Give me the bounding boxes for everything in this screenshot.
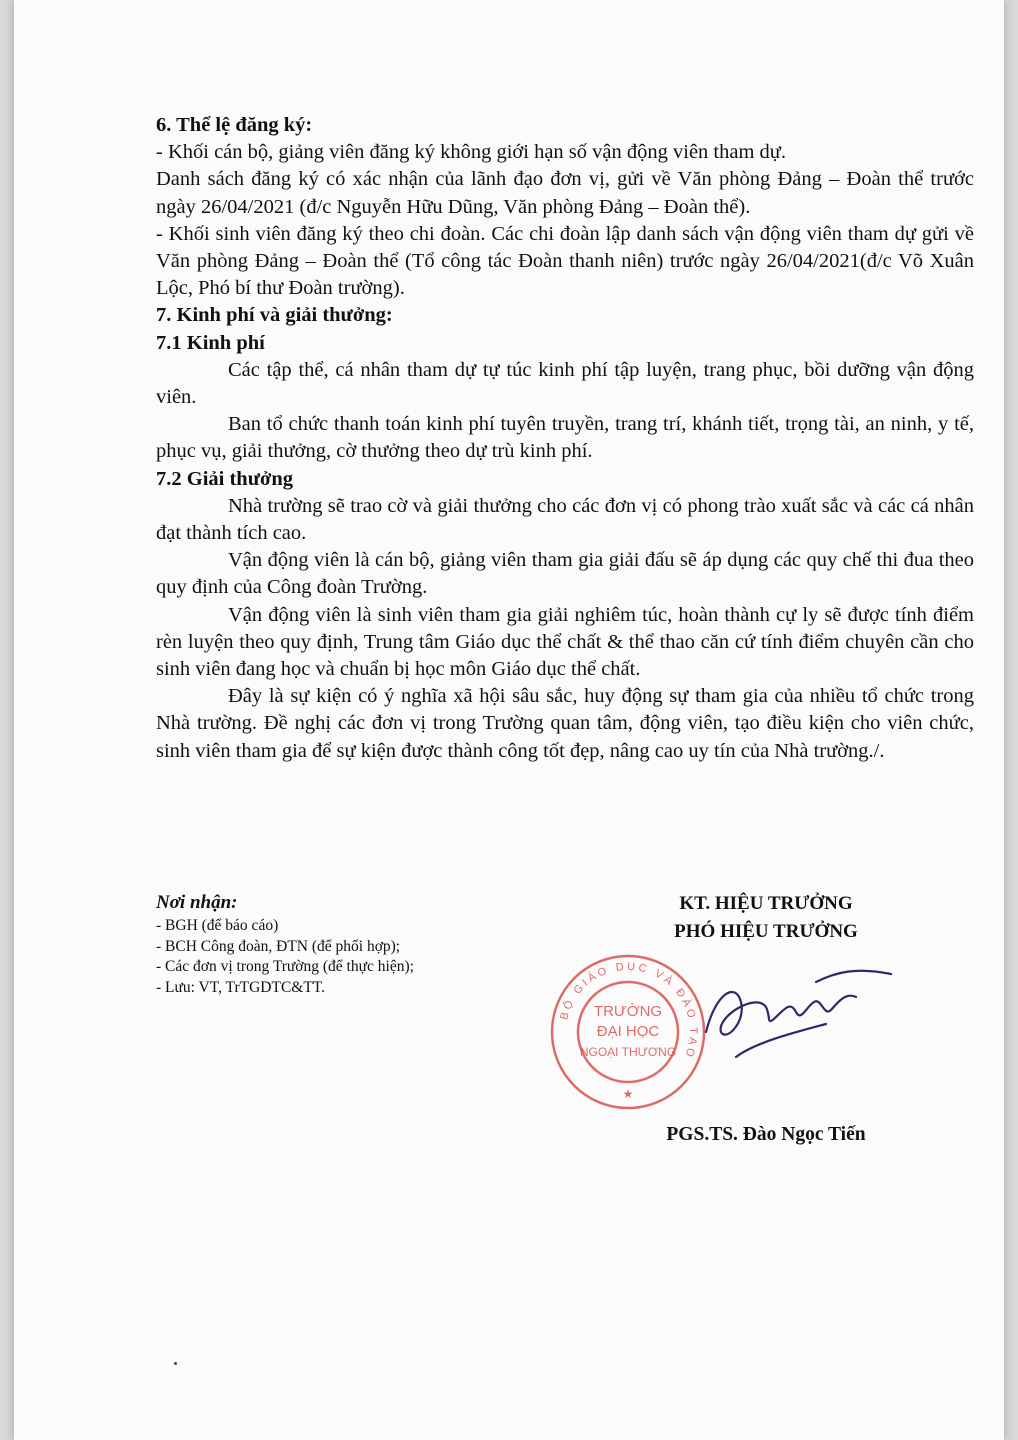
signature-title-block	[596, 890, 936, 946]
section-7-2-paragraph-1: Nhà trường sẽ trao cờ và giải thưởng cho các đơn vị có phong trào xuất sắc và các cá nhân đạt thành tích cao.	[156, 494, 974, 545]
recipient-item: - BGH (để báo cáo)	[156, 917, 279, 934]
document-page	[14, 0, 1004, 1440]
section-7-1-paragraph-2: Ban tổ chức thanh toán kinh phí tuyên truyền, trang trí, khánh tiết, trọng tài, an ninh, y tế, phục vụ, giải thưởng, cờ thưởng theo dự trù kinh phí.	[156, 413, 974, 463]
page-mark	[174, 1362, 177, 1365]
recipient-item: - Các đơn vị trong Trường (để thực hiện);	[156, 958, 414, 975]
section-7-heading: 7. Kinh phí và giải thưởng:	[156, 304, 393, 327]
document-body	[156, 112, 974, 765]
section-6-item-2: - Khối sinh viên đăng ký theo chi đoàn. Các chi đoàn lập danh sách vận động viên tham dự gửi về Văn phòng Đảng – Đoàn thể (Tổ công tác Đoàn thanh niên) trước ngày 26/04/2021(đ/c Võ Xuân Lộc, Phó bí thư Đoàn trường).	[156, 222, 974, 300]
svg-text:ĐẠI HỌC: ĐẠI HỌC	[596, 1023, 660, 1040]
recipient-item: - BCH Công đoàn, ĐTN (để phối hợp);	[156, 937, 401, 955]
section-7-2-heading: 7.2 Giải thưởng	[156, 467, 293, 490]
section-6-heading: 6. Thể lệ đăng ký:	[156, 114, 313, 136]
svg-text:★: ★	[622, 1087, 634, 1101]
recipient-item: - Lưu: VT, TrTGDTC&TT.	[156, 978, 326, 996]
recipients-title: Nơi nhận:	[156, 892, 238, 913]
signature-title-line-2: PHÓ HIỆU TRƯỞNG	[674, 921, 858, 942]
section-6-item-1-line-1: - Khối cán bộ, giảng viên đăng ký không giới hạn số vận động viên tham dự.	[156, 141, 787, 164]
svg-text:BỘ GIÁO DỤC VÀ ĐÀO TẠO: BỘ GIÁO DỤC VÀ ĐÀO TẠO	[558, 960, 700, 1062]
section-7-1-heading: 7.1 Kinh phí	[156, 331, 265, 354]
section-7-1-paragraph-1: Các tập thể, cá nhân tham dự tự túc kinh phí tập luyện, trang phục, bồi dưỡng vận động viên.	[156, 358, 974, 409]
svg-text:TRƯỜNG: TRƯỜNG	[593, 1003, 663, 1020]
handwritten-signature	[696, 962, 896, 1062]
official-seal-stamp	[548, 952, 708, 1112]
section-7-2-paragraph-3: Vận động viên là sinh viên tham gia giải nghiêm túc, hoàn thành cự ly sẽ được tính điểm rèn luyện theo quy định, Trung tâm Giáo dục thể chất & thể thao căn cứ tính điểm chuyên cần cho sinh viên đang học và chuẩn bị học môn Giáo dục thể chất.	[156, 603, 974, 681]
document-footer	[156, 890, 974, 1170]
section-6-item-1-rest: Danh sách đăng ký có xác nhận của lãnh đạo đơn vị, gửi về Văn phòng Đảng – Đoàn thể trước ngày 26/04/2021 (đ/c Nguyễn Hữu Dũng, Văn phòng Đảng – Đoàn thể).	[156, 168, 974, 218]
svg-text:NGOẠI THƯƠNG: NGOẠI THƯƠNG	[579, 1045, 677, 1059]
recipients-block	[156, 890, 516, 998]
signer-name: PGS.TS. Đào Ngọc Tiến	[666, 1124, 866, 1145]
section-7-2-paragraph-2: Vận động viên là cán bộ, giảng viên tham gia giải đấu sẽ áp dụng các quy chế thi đua theo quy định của Công đoàn Trường.	[156, 549, 974, 599]
signature-title-line-1: KT. HIỆU TRƯỞNG	[679, 893, 853, 914]
closing-paragraph: Đây là sự kiện có ý nghĩa xã hội sâu sắc, huy động sự tham gia của nhiều tổ chức trong Nhà trường. Đề nghị các đơn vị trong Trường quan tâm, động viên, tạo điều kiện cho viên chức, sinh viên tham gia để sự kiện được thành công tốt đẹp, nâng cao uy tín của Nhà trường./.	[156, 685, 974, 762]
